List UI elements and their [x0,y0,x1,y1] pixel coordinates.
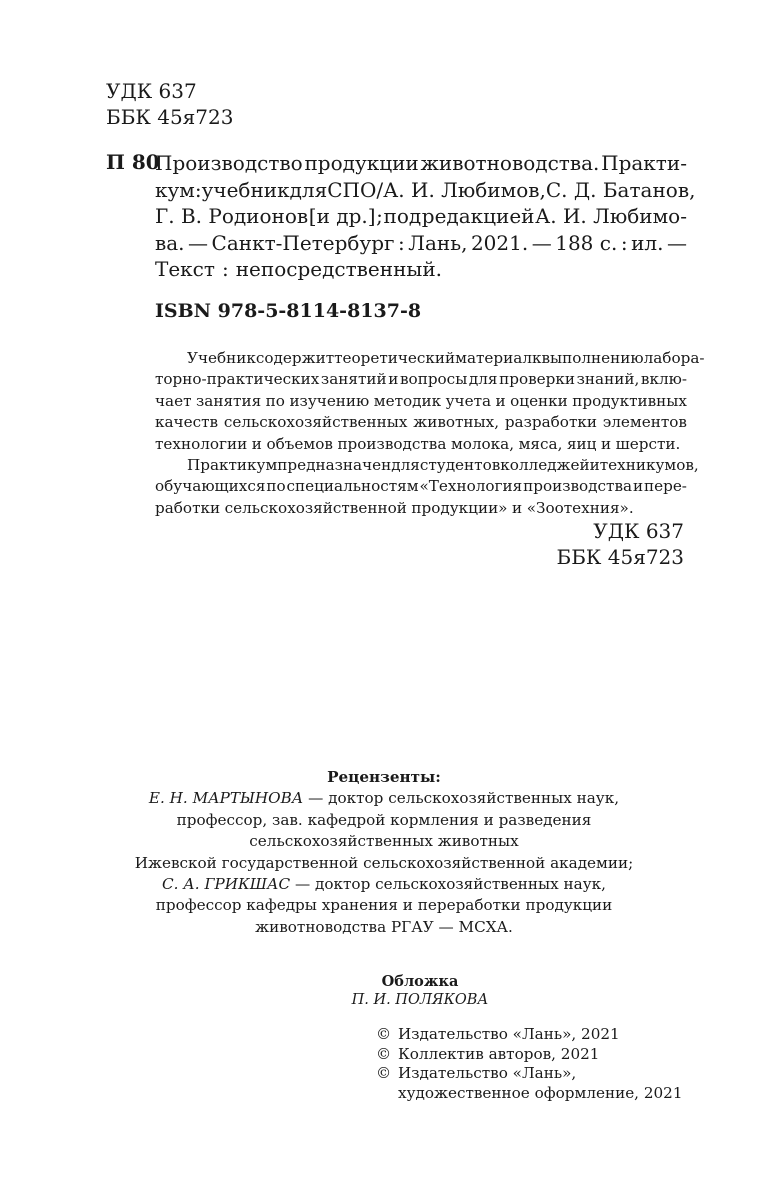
copyright-block [376,1025,683,1103]
annotation-line: чает занятия по изучению методик учета и оценки продуктивных [155,391,687,410]
cover-artist: П. И. ПОЛЯКОВА [351,992,489,1008]
annotation-line: технологии и объемов производства молока, мяса, яиц и шерсти. [155,434,681,453]
annotation-line: качеств сельскохозяйственных животных, разработки элементов [155,413,687,432]
udk-footer: УДК 637 [593,519,684,543]
copyright-icon: © [376,1025,392,1043]
copyright-publisher: Издательство «Лань», 2021 [398,1025,620,1043]
reviewer-2-position: профессор кафедры хранения и переработки продукции [155,896,613,915]
cover-credit [330,972,510,1010]
isbn: ISBN 978-5-8114-8137-8 [155,300,422,322]
annotation-line: Учебник содержит теоретический материал к выполнению лабора- [187,349,705,367]
bibliography-line: Текст : непосредственный. [155,257,443,281]
cover-label: Обложка [381,973,459,990]
bibliography-line: Г. В. Родионов [и др.] ; под редакцией А. И. Любимо- [155,204,687,228]
annotation-line: Практикум предназначен для студентов колледжей и техникумов, [187,456,699,475]
bbk-footer: ББК 45я723 [556,545,684,569]
reviewers-block [100,767,668,938]
bibliography-line: ва. — Санкт-Петербург : Лань, 2021. — 188 с. : ил. — [155,230,687,255]
reviewer-1-line: Е. Н. МАРТЫНОВА — доктор сельскохозяйственных наук, [148,789,620,808]
reviewer-2-institution: животноводства РГАУ — МСХА. [255,917,513,936]
bibliographic-description [155,150,696,283]
annotation [155,348,705,519]
reviewer-1-department: сельскохозяйственных животных [249,832,519,851]
reviewer-1-institution: Ижевской государственной сельскохозяйственной академии; [134,853,634,872]
annotation-line: торно-практических занятий и вопросы для проверки знаний, вклю- [155,370,687,389]
reviewer-1-name: Е. Н. МАРТЫНОВА [148,789,304,808]
reviewer-2-name: С. А. ГРИКШАС [162,875,291,894]
copyright-authors: Коллектив авторов, 2021 [398,1044,600,1063]
annotation-line: обучающихся по специальностям «Технология производства и пере- [155,477,687,496]
reviewer-1-position: профессор, зав. кафедрой кормления и разведения [176,810,592,829]
copyright-icon: © [376,1064,392,1082]
udk-header: УДК 637 [106,79,197,103]
author-mark: П 80 [106,150,160,174]
reviewers-title: Рецензенты: [327,768,441,786]
copyright-icon: © [376,1044,392,1063]
bibliography-line: кум : учебник для СПО / А. И. Любимов, С. Д. Батанов, [155,177,696,202]
bbk-header: ББК 45я723 [106,105,234,129]
annotation-line: работки сельскохозяйственной продукции» и «Зоотехния». [155,498,634,517]
copyright-design: Издательство «Лань», [398,1064,577,1082]
copyright-design-cont: художественное оформление, 2021 [398,1083,683,1102]
bibliography-line: Производство продукции животноводства. Практи- [155,151,687,175]
reviewer-2-line: С. А. ГРИКШАС — доктор сельскохозяйственных наук, [162,875,606,894]
